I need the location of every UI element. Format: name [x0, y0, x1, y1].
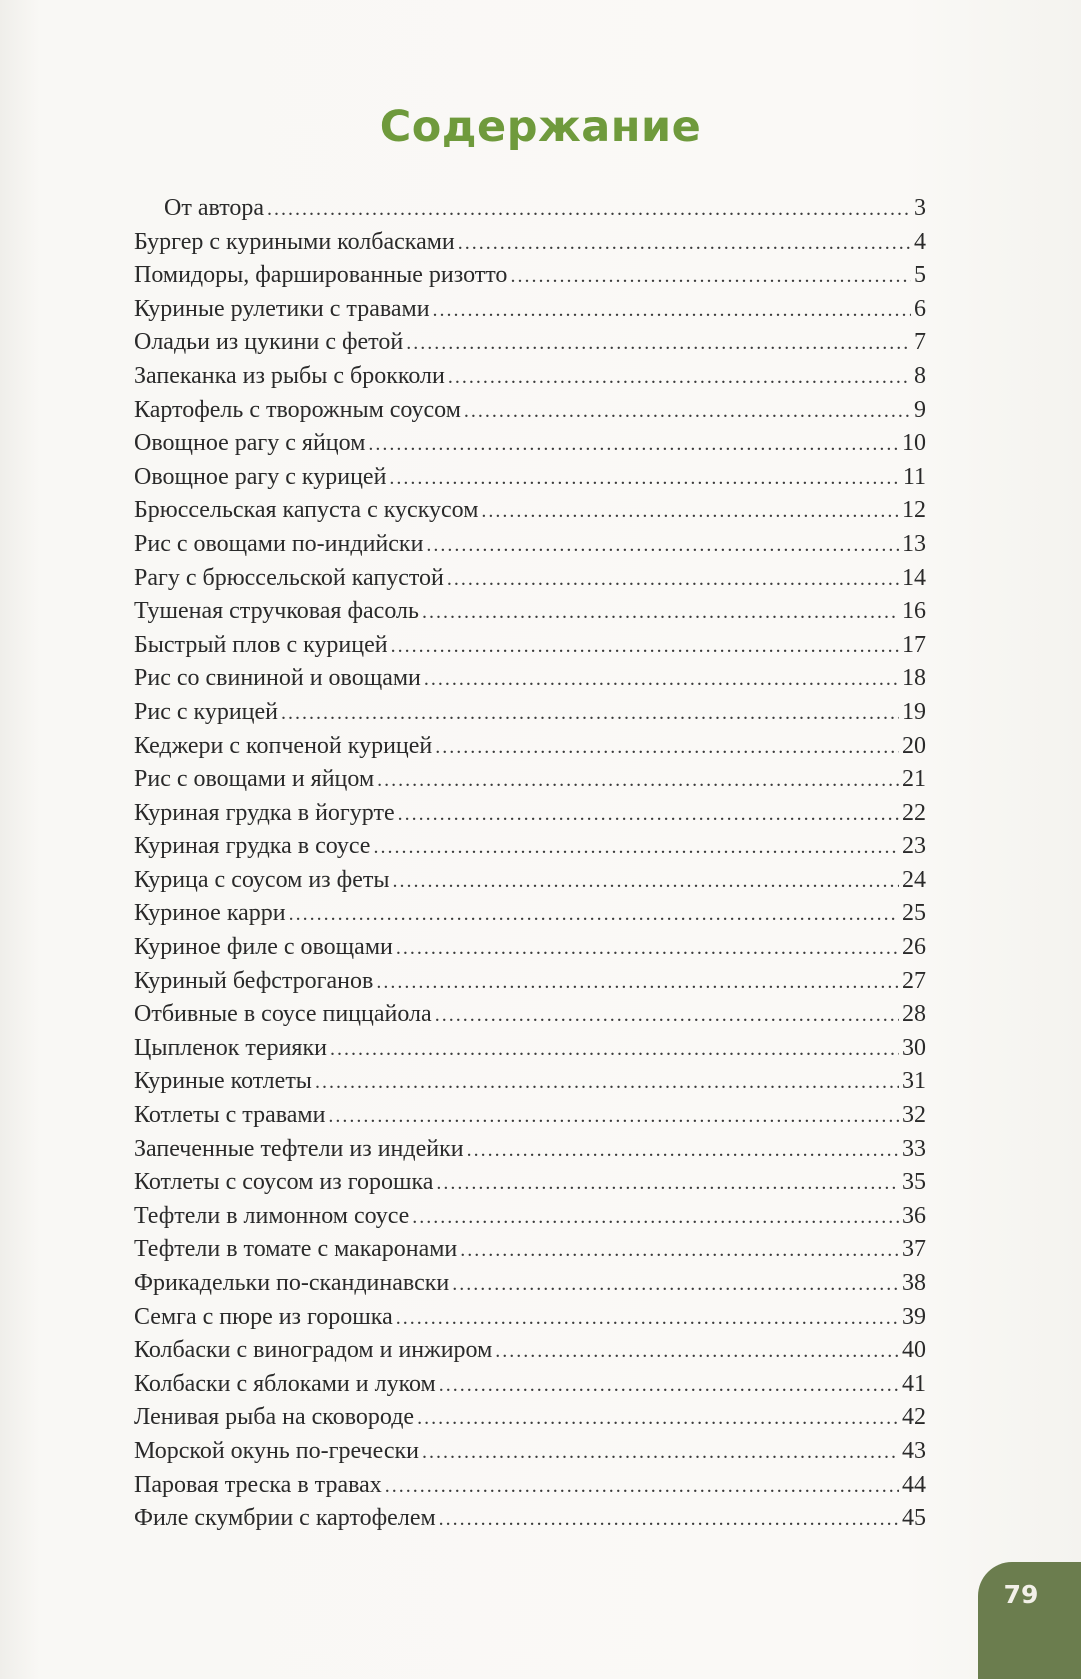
toc-entry [134, 1200, 926, 1234]
table-of-contents [134, 192, 926, 1536]
toc-entry-title: Рагу с брюссельской капустой [134, 564, 444, 591]
toc-entry [134, 696, 926, 730]
toc-entry [134, 1334, 926, 1368]
page-number-tab [978, 1562, 1081, 1679]
dot-leader [460, 1234, 899, 1268]
dot-leader [464, 395, 911, 429]
toc-entry [134, 360, 926, 394]
toc-entry-title: Куриное филе с овощами [134, 934, 393, 961]
toc-entry-title: Ленивая рыба на сковороде [134, 1404, 415, 1431]
toc-entry-page: 44 [902, 1471, 926, 1498]
toc-entry-page: 31 [902, 1068, 926, 1095]
toc-entry-page: 4 [914, 228, 926, 255]
toc-entry-title: Запеканка из рыбы с брокколи [134, 362, 445, 389]
dot-leader [467, 1134, 899, 1168]
toc-entry [134, 864, 926, 898]
toc-entry-page: 6 [914, 295, 926, 322]
toc-entry [134, 662, 926, 696]
dot-leader [481, 495, 899, 529]
toc-entry-page: 32 [902, 1102, 926, 1129]
toc-entry [134, 1435, 926, 1469]
toc-entry-title: Семга с пюре из горошка [134, 1303, 393, 1330]
toc-entry-title: Филе скумбрии с картофелем [134, 1505, 436, 1532]
toc-entry-title: Куриная грудка в йогурте [134, 799, 395, 826]
toc-entry [134, 730, 926, 764]
dot-leader [433, 294, 911, 328]
toc-entry [134, 830, 926, 864]
toc-entry-title: Овощное рагу с курицей [134, 463, 387, 490]
toc-entry-page: 39 [902, 1303, 926, 1330]
toc-entry-page: 16 [902, 598, 926, 625]
toc-entry [134, 528, 926, 562]
toc-entry-page: 26 [902, 934, 926, 961]
toc-entry-title: От автора [164, 195, 265, 221]
toc-entry [134, 897, 926, 931]
dot-leader [422, 1436, 899, 1470]
toc-entry [134, 1301, 926, 1335]
toc-entry-title: Колбаски с яблоками и луком [134, 1370, 436, 1397]
dot-leader [392, 865, 899, 899]
toc-entry [134, 192, 926, 226]
toc-entry-title: Рис со свининой и овощами [134, 665, 421, 692]
toc-entry [134, 1469, 926, 1503]
dot-leader [424, 663, 899, 697]
toc-entry-title: Куриная грудка в соусе [134, 833, 371, 860]
toc-entry-page: 13 [902, 530, 926, 557]
toc-entry [134, 1032, 926, 1066]
toc-entry [134, 1065, 926, 1099]
toc-entry-page: 37 [902, 1236, 926, 1263]
toc-entry-title: Брюссельская капуста с кускусом [134, 497, 479, 524]
toc-entry-page: 33 [902, 1135, 926, 1162]
toc-entry [134, 1267, 926, 1301]
dot-leader [448, 361, 911, 395]
toc-entry-page: 45 [902, 1505, 926, 1532]
toc-entry [134, 293, 926, 327]
dot-leader [385, 1470, 899, 1504]
dot-leader [389, 462, 899, 496]
toc-entry-title: Цыпленок терияки [134, 1034, 327, 1061]
toc-entry-page: 41 [902, 1370, 926, 1397]
toc-entry [134, 931, 926, 965]
toc-entry-page: 42 [902, 1404, 926, 1431]
toc-entry-title: Фрикадельки по-скандинавски [134, 1270, 450, 1296]
dot-leader [510, 260, 911, 294]
toc-entry [134, 427, 926, 461]
dot-leader [289, 898, 899, 932]
dot-leader [447, 563, 899, 597]
toc-entry-page: 11 [902, 463, 926, 490]
toc-entry-title: Тефтели в лимонном соусе [134, 1202, 410, 1229]
dot-leader [330, 1033, 899, 1067]
toc-entry-title: Рис с овощами и яйцом [134, 766, 375, 793]
toc-entry [134, 394, 926, 428]
dot-leader [368, 428, 899, 462]
toc-entry-page: 40 [902, 1337, 926, 1364]
toc-entry-page: 22 [902, 799, 926, 826]
toc-entry-title: Котлеты с соусом из горошка [134, 1169, 434, 1196]
page-number: 79 [1003, 1580, 1039, 1609]
dot-leader [435, 731, 899, 765]
toc-entry-title: Тефтели в томате с макаронами [134, 1236, 458, 1263]
dot-leader [396, 1302, 899, 1336]
dot-leader [458, 227, 911, 261]
toc-entry-title: Котлеты с травами [134, 1102, 326, 1129]
toc-entry-title: Рис с курицей [134, 698, 278, 725]
toc-entry [134, 259, 926, 293]
toc-entry-title: Куриное карри [134, 900, 286, 927]
toc-entry-title: Морской окунь по-гречески [134, 1437, 419, 1464]
toc-entry-title: Овощное рагу с яйцом [134, 430, 366, 457]
dot-leader [267, 193, 911, 227]
toc-entry [134, 998, 926, 1032]
toc-entry-title: Рис с овощами по-индийски [134, 530, 424, 557]
dot-leader [373, 831, 899, 865]
toc-entry-page: 14 [902, 564, 926, 591]
dot-leader [439, 1369, 899, 1403]
toc-entry-page: 38 [902, 1270, 926, 1296]
dot-leader [391, 630, 899, 664]
toc-entry-page: 27 [902, 967, 926, 994]
toc-entry-title: Запеченные тефтели из индейки [134, 1135, 464, 1162]
toc-entry-page: 35 [902, 1169, 926, 1196]
toc-entry [134, 797, 926, 831]
toc-entry-title: Колбаски с виноградом и инжиром [134, 1337, 493, 1364]
toc-entry [134, 1502, 926, 1536]
toc-entry-page: 28 [902, 1001, 926, 1028]
toc-entry-page: 21 [902, 766, 926, 793]
toc-entry [134, 494, 926, 528]
toc-entry-page: 17 [902, 631, 926, 658]
dot-leader [439, 1503, 899, 1537]
dot-leader [417, 1402, 899, 1436]
dot-leader [315, 1066, 899, 1100]
toc-entry-title: Отбивные в соусе пиццайола [134, 1001, 432, 1028]
dot-leader [452, 1268, 899, 1302]
toc-entry-title: Картофель с творожным соусом [134, 396, 461, 423]
dot-leader [495, 1335, 899, 1369]
dot-leader [426, 529, 899, 563]
toc-entry-page: 30 [902, 1034, 926, 1061]
dot-leader [398, 798, 899, 832]
toc-entry-title: Кеджери с копченой курицей [134, 732, 433, 759]
toc-entry [134, 1133, 926, 1167]
dot-leader [376, 966, 899, 1000]
toc-entry [134, 1233, 926, 1267]
toc-entry [134, 763, 926, 797]
toc-entry-page: 18 [902, 665, 926, 692]
toc-entry [134, 1368, 926, 1402]
toc-entry [134, 1099, 926, 1133]
toc-entry-title: Паровая треска в травах [134, 1471, 382, 1498]
toc-entry-page: 3 [914, 195, 926, 221]
toc-entry-page: 5 [914, 262, 926, 289]
toc-entry [134, 1401, 926, 1435]
toc-entry-title: Оладьи из цукини с фетой [134, 329, 404, 356]
toc-entry-page: 19 [902, 698, 926, 725]
toc-entry-page: 24 [902, 866, 926, 893]
dot-leader [412, 1201, 899, 1235]
toc-entry [134, 1166, 926, 1200]
toc-entry-page: 25 [902, 900, 926, 927]
toc-entry-page: 12 [902, 497, 926, 524]
toc-entry-page: 36 [902, 1202, 926, 1229]
toc-entry-page: 20 [902, 732, 926, 759]
toc-entry-page: 8 [914, 362, 926, 389]
dot-leader [436, 1167, 899, 1201]
toc-entry-title: Куриный бефстроганов [134, 967, 374, 994]
toc-entry-title: Куриные рулетики с травами [134, 295, 430, 322]
toc-entry-page: 10 [902, 430, 926, 457]
toc-entry-title: Бургер с куриными колбасками [134, 228, 455, 255]
dot-leader [435, 999, 899, 1033]
dot-leader [377, 764, 899, 798]
toc-entry-title: Помидоры, фаршированные ризотто [134, 262, 508, 289]
dot-leader [422, 596, 899, 630]
toc-entry-page: 9 [914, 396, 926, 423]
toc-entry [134, 461, 926, 495]
toc-entry-title: Куриные котлеты [134, 1068, 312, 1095]
toc-entry [134, 595, 926, 629]
dot-leader [328, 1100, 899, 1134]
toc-entry-title: Тушеная стручковая фасоль [134, 598, 419, 625]
toc-entry [134, 226, 926, 260]
dot-leader [281, 697, 899, 731]
page-title: Содержание [379, 102, 702, 152]
toc-entry-page: 43 [902, 1437, 926, 1464]
toc-entry-page: 7 [914, 329, 926, 356]
toc-entry-page: 23 [902, 833, 926, 860]
toc-entry [134, 326, 926, 360]
dot-leader [406, 327, 911, 361]
toc-entry-title: Курица с соусом из феты [134, 866, 390, 893]
dot-leader [396, 932, 899, 966]
toc-entry [134, 965, 926, 999]
toc-entry [134, 562, 926, 596]
toc-entry [134, 629, 926, 663]
toc-entry-title: Быстрый плов с курицей [134, 631, 388, 658]
